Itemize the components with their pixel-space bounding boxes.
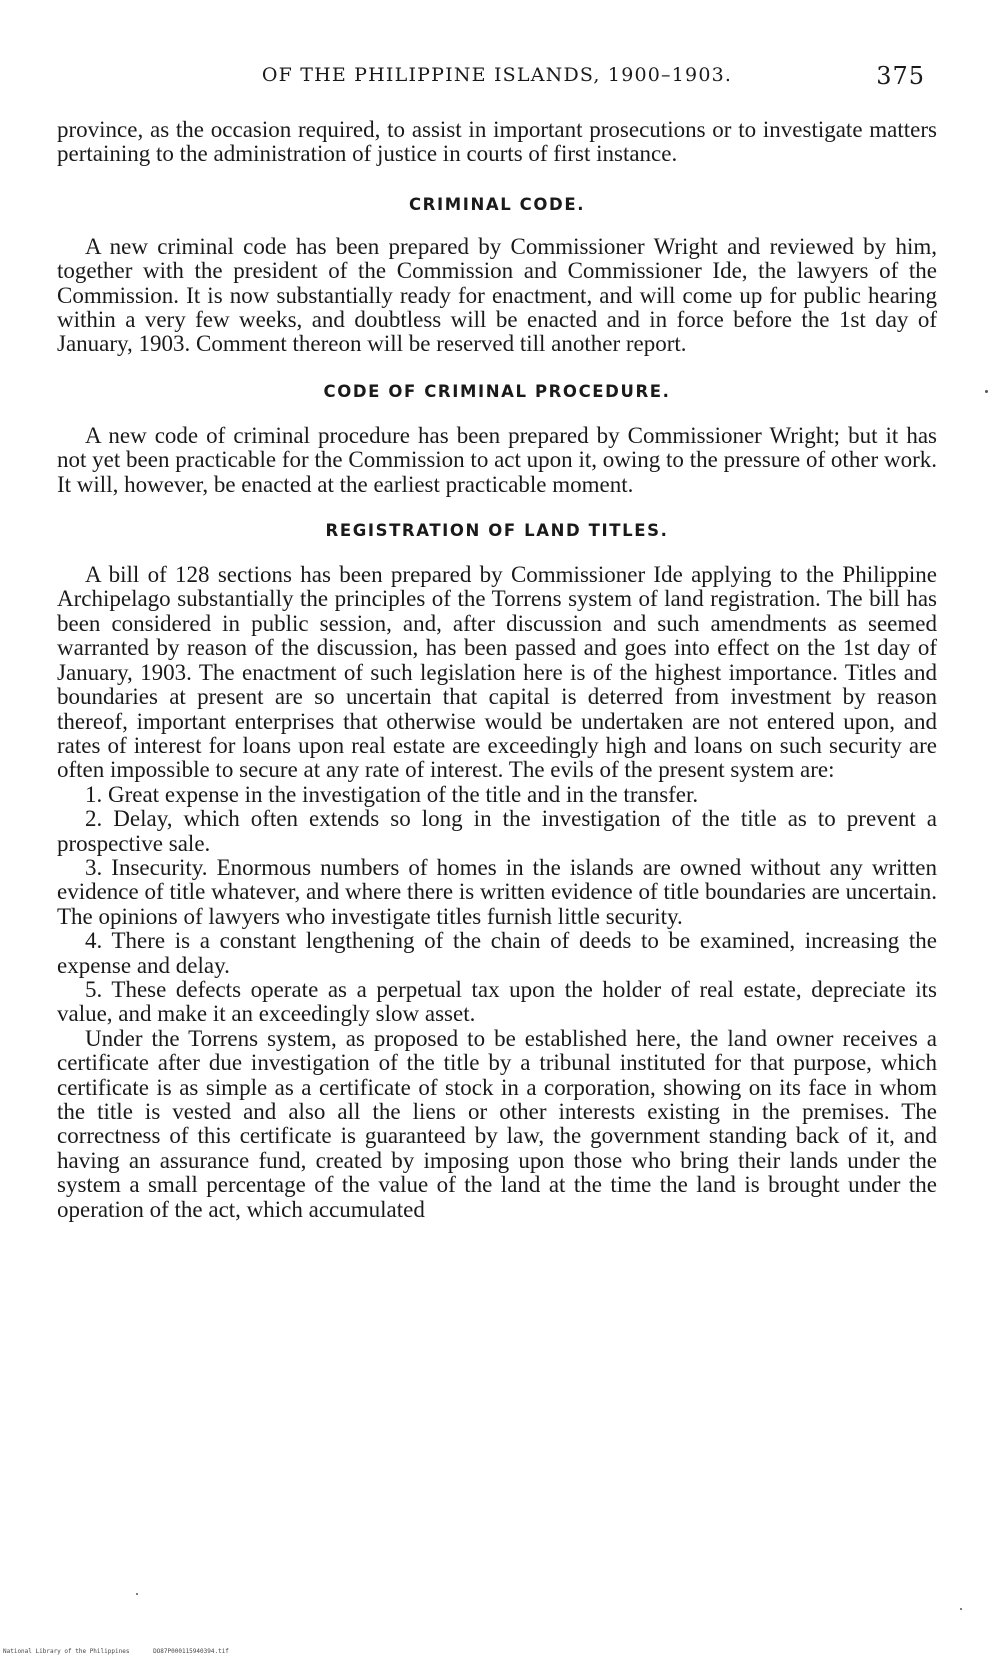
evil-item-5: 5. These defects operate as a perpetual tax upon the holder of real estate, depreciate its value, and make it an exceedingly slow asset. [57,976,937,1027]
intro-paragraph: province, as the occasion required, to assist in important prosecutions or to investigate matters pertaining to the administration of justice in courts of first instance. [57,117,937,167]
scan-speck [136,1593,138,1595]
heading-criminal-code: CRIMINAL CODE. [408,194,586,214]
land-titles-paragraph: A bill of 128 sections has been prepared by Commissioner Ide applying to the Philippine Archipelago substantially the principles of the Torrens system of land registration. The bill has been considered in public session, and, after discussion and such amendments as seemed warranted by reason of the discussion, has been passed and goes into effect on the 1st day of January, 1903. The enactment of such legislation here is of the highest importance. Titles and boundaries at present are so uncertain that capital is deterred from investment by reason thereof, important enterprises that otherwise would be undertaken are not entered upon, and rates of interest for loans upon real estate are exceedingly high and loans on such security are often impossible to secure at any rate of interest. The evils of the present system are: [57,562,937,783]
criminal-procedure-paragraph: A new code of criminal procedure has been prepared by Commissioner Wright; but it has not yet been practicable for the Commission to act upon it, owing to the pressure of other work. It will, however, be enacted at the earliest practicable moment. [57,422,937,497]
heading-land-titles: REGISTRATION OF LAND TITLES. [325,521,669,541]
evil-item-3: 3. Insecurity. Enormous numbers of homes in the islands are owned without any written evidence of title whatever, and where there is written evidence of title boundaries are uncertain. The opinions of lawyers who investigate titles furnish little security. [57,854,937,929]
evil-item-4: 4. There is a constant lengthening of the chain of deeds to be examined, increasing the expense and delay. [57,928,937,978]
torrens-paragraph: Under the Torrens system, as proposed to be established here, the land owner receives a certificate after due investigation of the title by a tribunal instituted for that purpose, which certificate is as simple as a certificate of stock in a corporation, showing on its face in whom the title is vested and also all the liens or other interests existing in the premises. The correctness of this certificate is guaranteed by law, the government standing back of it, and having an assurance fund, created by imposing upon those who bring their lands under the system a small percentage of the value of the land at the time the land is brought under the operation of the act, which accumulated [57,1025,937,1222]
evil-item-1: 1. Great expense in the investigation of the title and in the transfer. [85,781,699,807]
evil-item-2: 2. Delay, which often extends so long in the investigation of the title as to prevent a prospective sale. [57,806,937,856]
scan-footer [3,1648,249,1655]
page-number: 375 [876,62,925,90]
heading-criminal-procedure: CODE OF CRIMINAL PROCEDURE. [323,381,671,401]
body-text [57,118,937,1222]
criminal-code-paragraph: A new criminal code has been prepared by Commissioner Wright and reviewed by him, together with the president of the Commission and Commissioner Ide, the lawyers of the Commission. It is now substantially ready for enactment, and will come up for public hearing within a very few weeks, and doubtless will be enacted and in force before the 1st day of January, 1903. Comment thereon will be reserved till another report. [57,233,937,357]
footer-library: National Library of the Philippines [3,1648,130,1655]
scan-speck [960,1608,962,1610]
running-head [57,62,937,92]
running-head-title: OF THE PHILIPPINE ISLANDS, 1900–1903. [261,64,733,86]
footer-file: DO87P000115940394.tif [153,1648,229,1655]
scan-speck [985,390,988,393]
